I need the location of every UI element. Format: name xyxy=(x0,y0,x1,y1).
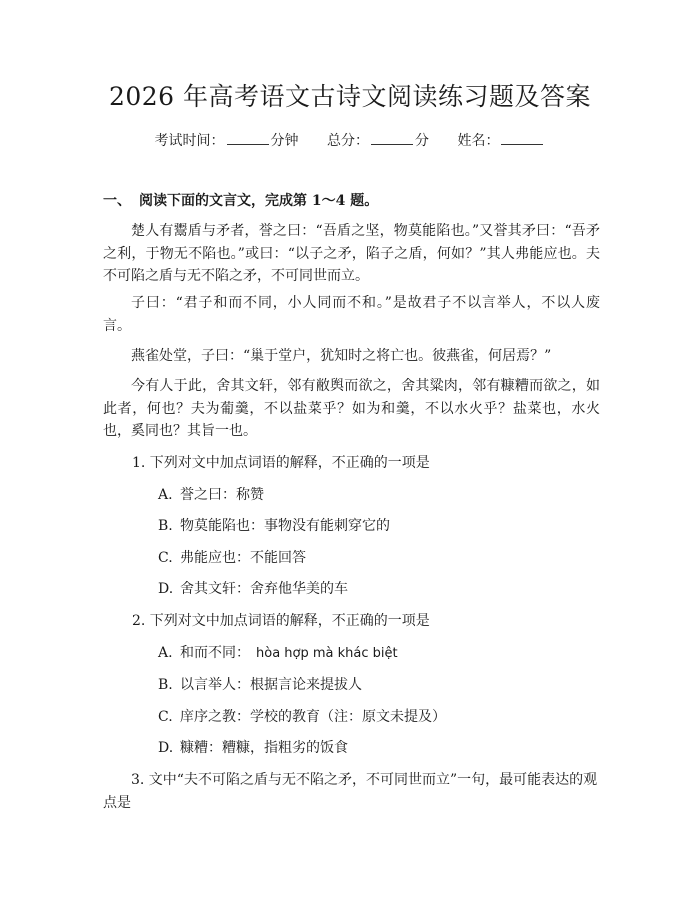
score-label: 总分： xyxy=(327,133,369,149)
question-2-option-a: A. 和而不同： hòa hợp mà khác biệt xyxy=(158,645,398,661)
passage-paragraph-1: 楚人有鬻盾与矛者，誉之曰：“吾盾之坚，物莫能陷也。”又誉其矛曰：“吾矛之利，于物无不陷也。”或曰：“以子之矛，陷子之盾，何如？”其人弗能应也。夫不可陷之盾与无不陷之矛，不可同世而立。 xyxy=(103,223,600,284)
time-label: 考试时间： xyxy=(154,133,225,149)
question-1-option-b: B. 物莫能陷也：事物没有能刺穿它的 xyxy=(158,518,390,534)
time-blank xyxy=(227,130,269,145)
passage-paragraph-2: 子曰：“君子和而不同，小人同而不和。”是故君子不以言举人，不以人废言。 xyxy=(103,295,600,334)
section-title: 阅读下面的文言文，完成第 1～4 题。 xyxy=(139,193,379,209)
score-blank xyxy=(371,130,413,145)
name-label: 姓名： xyxy=(457,133,500,149)
question-2-option-c: C. 庠序之教：学校的教育（注：原文未提及） xyxy=(158,709,446,725)
option-a-gloss: hòa hợp mà khác biệt xyxy=(256,646,398,661)
passage-paragraph-4: 今有人于此，舍其文轩，邻有敝舆而欲之，舍其粱肉，邻有糠糟而欲之，如此者，何也？夫为葡羹，不以盐菜乎？如为和羹，不以水火乎？盐菜也，水火也，奚同也？其旨一也。 xyxy=(103,378,600,439)
score-field xyxy=(327,130,429,152)
question-3-stem: 3. 文中“夫不可陷之盾与无不陷之矛，不可同世而立”一句，最可能表达的观点是 xyxy=(103,772,598,811)
section-number: 一、 xyxy=(103,193,131,209)
question-1-stem: 1. 下列对文中加点词语的解释，不正确的一项是 xyxy=(132,455,430,471)
question-1-option-c: C. 弗能应也：不能回答 xyxy=(158,550,306,566)
section-heading xyxy=(103,190,603,212)
passage-paragraph-3: 燕雀处堂，子曰：“巢于堂户，犹知时之将亡也。彼燕雀，何居焉？” xyxy=(131,348,552,364)
question-1-option-a: A. 誉之曰：称赞 xyxy=(158,487,264,503)
time-field xyxy=(155,130,299,152)
score-unit: 分 xyxy=(415,133,429,149)
name-blank xyxy=(501,130,543,145)
question-2-stem: 2. 下列对文中加点词语的解释，不正确的一项是 xyxy=(132,613,430,629)
time-unit: 分钟 xyxy=(270,133,299,149)
page-title: 2026 年高考语文古诗文阅读练习题及答案 xyxy=(108,82,592,111)
question-2-option-b: B. 以言举人：根据言论来提拔人 xyxy=(158,677,362,693)
question-2-option-d: D. 糠糟：糟糠，指粗劣的饭食 xyxy=(158,740,348,756)
exam-info-line xyxy=(0,130,700,152)
question-1-option-d: D. 舍其文轩：舍弃他华美的车 xyxy=(158,581,348,597)
name-field xyxy=(457,130,545,152)
